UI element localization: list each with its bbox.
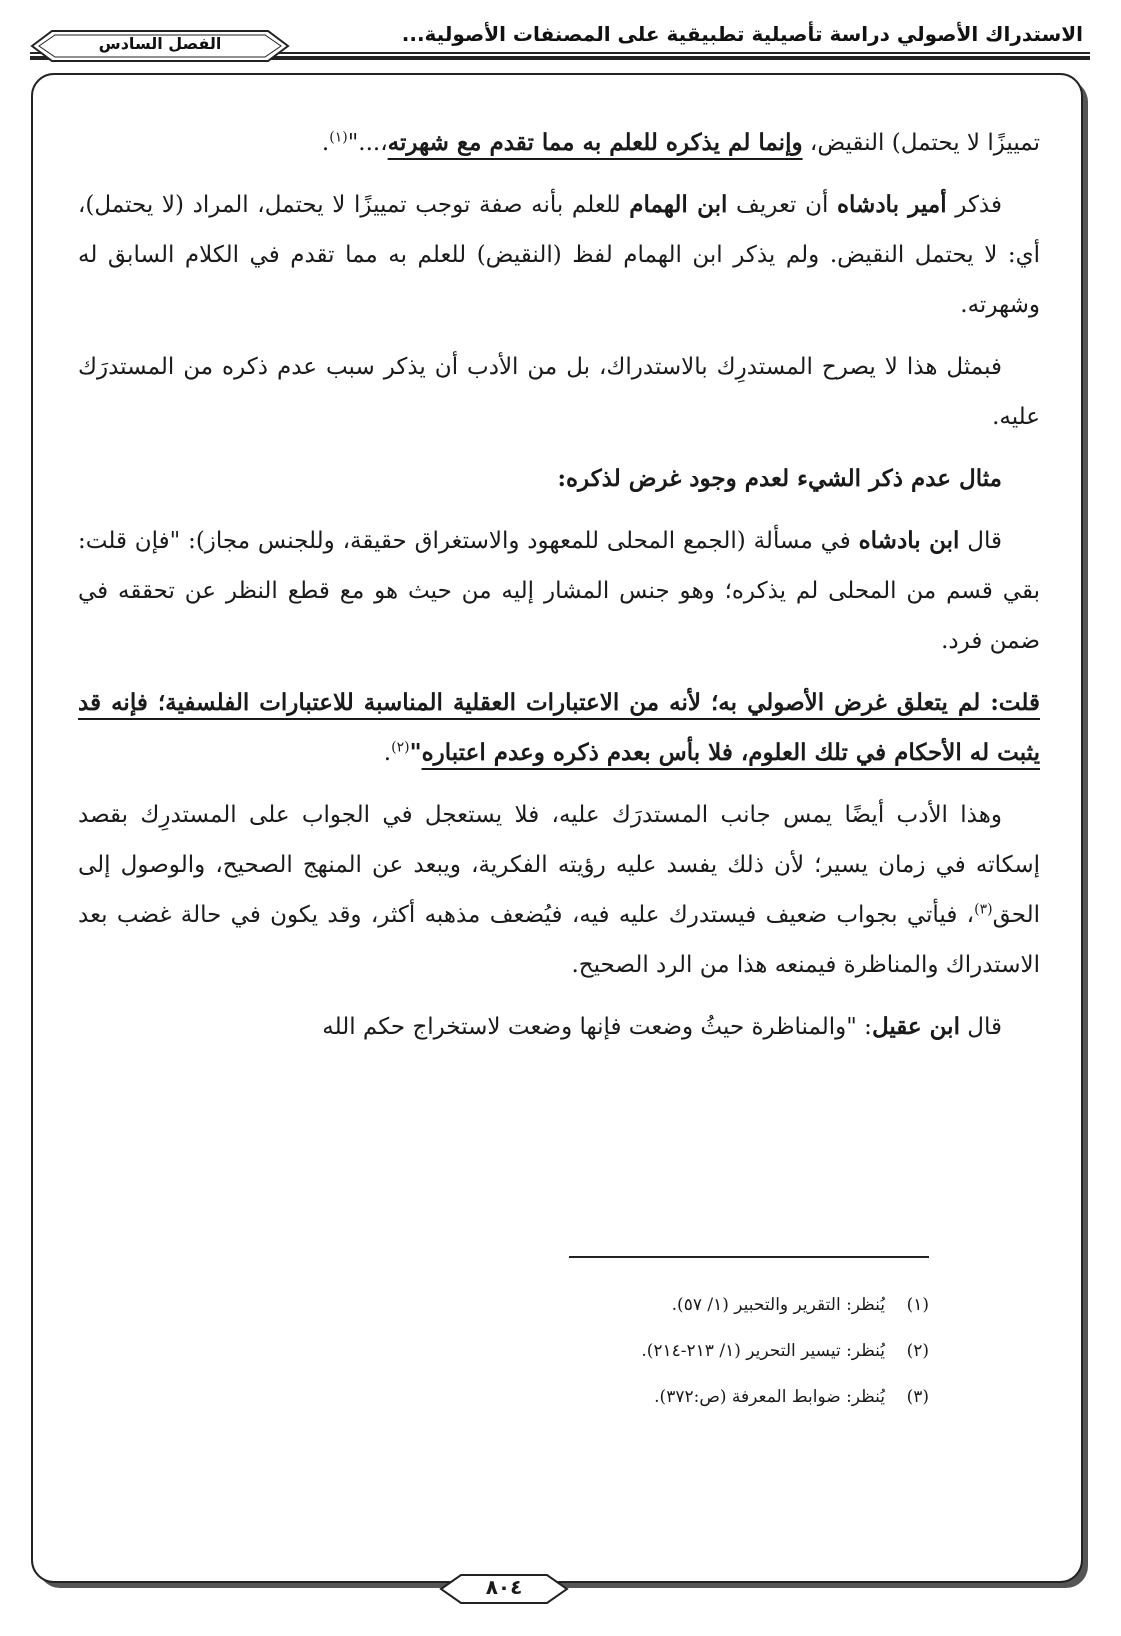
p7-text: قال [959,1014,1002,1040]
footnote-ref-3[interactable]: (٣) [974,901,993,918]
p2-text: فذكر [946,192,1002,218]
name-ibn-badshah: ابن بادشاه [858,527,960,554]
paragraph-7 [78,1002,1040,1052]
name-ibn-aqil: ابن عقيل [871,1013,960,1040]
footnote-ref-1[interactable]: (١) [329,129,348,146]
footnote-ref-2[interactable]: (٢) [391,739,410,756]
paragraph-6 [78,790,1040,990]
p5-quote-underlined: قلت: لم يتعلق غرض الأصولي به؛ لأنه من الاعتبارات العقلية المناسبة للاعتبارات الفلسفية؛ فإنه قد يثبت له الأحكام في تلك العلوم، فلا بأس بعدم ذكره وعدم اعتباره [78,689,1040,766]
page-number: ٨٠٤ [485,1575,523,1599]
p1-period: . [321,130,330,156]
p7-text-end: : "والمناظرة حيثُ وضعت فإنها وضعت لاستخراج حكم الله [322,1014,872,1040]
chapter-tag-box [30,28,290,64]
footnote-number: (٣) [906,1387,929,1407]
main-text [78,118,1040,1064]
footnote-text: يُنظر: ضوابط المعرفة (ص:٣٧٢). [654,1387,885,1407]
paragraph-2 [78,180,1040,330]
page-header [0,0,1121,60]
chapter-tag: الفصل السادس [98,34,222,53]
p1-text-end: ،..." [347,130,388,156]
page-number-box [439,1569,569,1609]
p2-text-mid: أن تعريف [727,192,837,218]
p4-text: قال [959,528,1002,554]
p6-text: وهذا الأدب أيضًا يمس جانب المستدرَك عليه، فلا يستعجل في الجواب على المستدرِك بقصد إسكاته في زمان يسير؛ لأن ذلك يفسد عليه رؤيته الفكرية، ويبعد عن المنهج الصحيح، والوصول إلى الحق [78,802,1040,928]
p1-quote-underlined: وإنما لم يذكره للعلم به مما تقدم مع شهرته [387,129,803,156]
paragraph-4 [78,516,1040,666]
footnote-number: (٢) [906,1341,929,1361]
footnote-number: (١) [906,1295,929,1315]
p5-quote-mark: " [409,739,422,766]
paragraph-1 [78,118,1040,168]
p4-text-end: في مسألة (الجمع المحلى للمعهود والاستغراق حقيقة، وللجنس مجاز): "فإن قلت: بقي قسم من المحلى لم يذكره؛ وهو جنس المشار إليه من حيث هو مع قطع النظر عن تحققه في ضمن فرد. [78,528,1040,654]
footnotes [229,1282,929,1420]
p2-text-end: للعلم بأنه صفة توجب تمييزًا لا يحتمل، المراد (لا يحتمل)، أي: لا يحتمل النقيض. ولم يذكر ابن الهمام لفظ (النقيض) للعلم به مما تقدم في الكلام السابق له وشهرته. [78,192,1040,318]
paragraph-5 [78,678,1040,778]
name-ibn-alhumam: ابن الهمام [629,191,728,218]
footnote-text: يُنظر: تيسير التحرير (١/ ٢١٣-٢١٤). [641,1341,885,1361]
footnote-item [229,1374,929,1420]
footnote-item [229,1328,929,1374]
example-heading: مثال عدم ذكر الشيء لعدم وجود غرض لذكره: [557,465,1002,492]
p6-text-end: ، فيأتي بجواب ضعيف فيستدرك عليه فيه، فيُضعف مذهبه أكثر، وقد يكون في حالة غضب بعد الاستدراك والمناظرة فيمنعه هذا من الرد الصحيح. [78,902,1040,978]
footnote-separator [569,1256,929,1258]
footnote-item [229,1282,929,1328]
paragraph-3: فبمثل هذا لا يصرح المستدرِك بالاستدراك، بل من الأدب أن يذكر سبب عدم ذكره من المستدرَك عليه. [78,354,1040,430]
name-amir-badshah: أمير بادشاه [836,191,947,218]
running-title: الاستدراك الأصولي دراسة تأصيلية تطبيقية على المصنفات الأصولية... [401,22,1083,46]
p1-text: تمييزًا لا يحتمل) النقيض، [802,130,1040,156]
p5-period: . [383,740,392,766]
footnote-text: يُنظر: التقرير والتحبير (١/ ٥٧). [671,1295,885,1315]
